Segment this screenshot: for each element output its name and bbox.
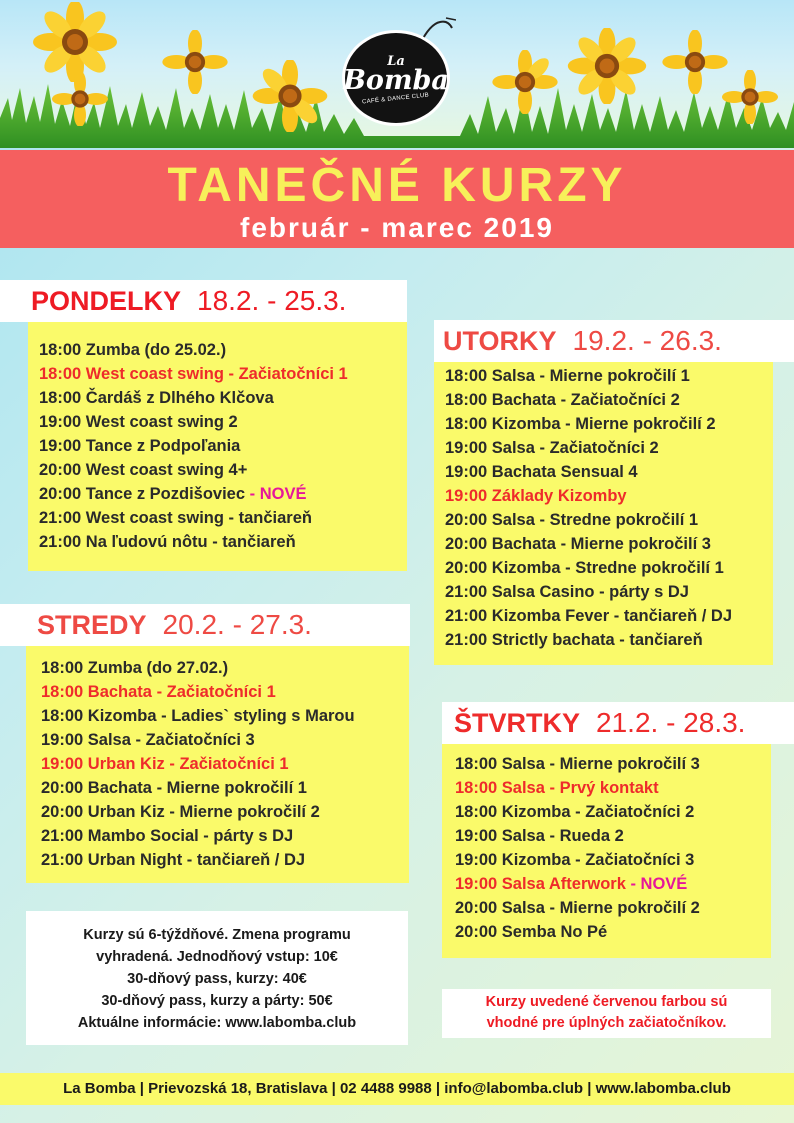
class-entry	[41, 848, 409, 872]
date-range: 21.2. - 28.3.	[596, 707, 746, 738]
schedule-list	[442, 744, 771, 958]
class-entry	[39, 482, 407, 506]
class-entry	[455, 920, 771, 944]
title-band	[0, 150, 794, 248]
class-entry-text: 19:00 Salsa - Rueda 2	[455, 827, 624, 845]
class-entry	[445, 364, 773, 388]
logo-line2: Bomba	[343, 64, 449, 96]
class-entry-text: 20:00 West coast swing 4+	[39, 461, 248, 479]
date-range: 19.2. - 26.3.	[572, 325, 722, 356]
flower-icon	[490, 50, 560, 114]
class-entry	[445, 436, 773, 460]
class-entry-text: 18:00 Bachata - Začiatočníci 1	[41, 683, 276, 701]
class-entry-text: 18:00 West coast swing - Začiatočníci 1	[39, 365, 348, 383]
class-entry-text: 19:00 Salsa - Začiatočníci 2	[445, 439, 659, 457]
footer-contact: La Bomba | Prievozská 18, Bratislava | 02 4488 9988 | info@labomba.club | www.labomba.club	[0, 1073, 794, 1105]
class-entry-text: 20:00 Bachata - Mierne pokročilí 3	[445, 535, 711, 553]
flower-icon	[565, 28, 649, 104]
info-line: 30-dňový pass, kurzy a párty: 50€	[101, 993, 333, 1009]
class-entry-text: 18:00 Kizomba - Začiatočníci 2	[455, 803, 695, 821]
class-entry	[39, 338, 407, 362]
flower-icon	[720, 70, 780, 124]
class-entry-text: 18:00 Bachata - Začiatočníci 2	[445, 391, 680, 409]
day-label: ŠTVRTKY	[454, 707, 581, 738]
class-entry	[455, 752, 771, 776]
class-entry	[445, 508, 773, 532]
class-entry	[445, 604, 773, 628]
class-entry-text: 19:00 Urban Kiz - Začiatočníci 1	[41, 755, 289, 773]
schedule-list	[26, 646, 409, 883]
class-entry-text: 21:00 West coast swing - tančiareň	[39, 509, 312, 527]
class-entry	[455, 896, 771, 920]
class-entry-text: 20:00 Salsa - Mierne pokročilí 2	[455, 899, 700, 917]
class-entry-text: 21:00 Kizomba Fever - tančiareň / DJ	[445, 607, 733, 625]
class-entry	[39, 362, 407, 386]
class-entry	[445, 580, 773, 604]
class-entry-text: 18:00 Čardáš z Dlhého Klčova	[39, 389, 274, 407]
class-entry	[41, 752, 409, 776]
class-entry	[445, 556, 773, 580]
class-entry	[41, 800, 409, 824]
class-entry-text: 20:00 Bachata - Mierne pokročilí 1	[41, 779, 307, 797]
class-entry-text: 18:00 Zumba (do 27.02.)	[41, 659, 229, 677]
pricing-info	[26, 911, 408, 1045]
schedule-list	[434, 362, 773, 665]
info-line: Kurzy sú 6-týždňové. Zmena programu	[83, 927, 351, 943]
class-entry	[445, 532, 773, 556]
new-badge: - NOVÉ	[625, 875, 688, 893]
schedule-monday	[0, 280, 407, 571]
flower-icon	[50, 72, 110, 126]
class-entry-text: 21:00 Urban Night - tančiareň / DJ	[41, 851, 306, 869]
class-entry-text: 19:00 Kizomba - Začiatočníci 3	[455, 851, 695, 869]
day-label: PONDELKY	[31, 285, 182, 316]
flower-icon	[30, 2, 120, 82]
class-entry-text: 18:00 Zumba (do 25.02.)	[39, 341, 227, 359]
page-subtitle: február - marec 2019	[240, 212, 554, 243]
class-entry-text: 18:00 Salsa - Mierne pokročilí 1	[445, 367, 690, 385]
class-entry-text: 19:00 Salsa - Začiatočníci 3	[41, 731, 255, 749]
class-entry	[445, 628, 773, 652]
class-entry-text: 21:00 Na ľudovú nôtu - tančiareň	[39, 533, 296, 551]
logo-subtitle: CAFÉ & DANCE CLUB	[362, 92, 430, 105]
class-entry	[39, 506, 407, 530]
class-entry	[455, 824, 771, 848]
class-entry-text: 21:00 Mambo Social - párty s DJ	[41, 827, 294, 845]
schedule-header	[434, 320, 794, 362]
schedule-header	[0, 604, 410, 646]
class-entry-text: 18:00 Kizomba - Mierne pokročilí 2	[445, 415, 716, 433]
schedule-thursday	[442, 702, 794, 958]
class-entry	[41, 680, 409, 704]
schedule-wednesday	[0, 604, 410, 883]
info-line: Aktuálne informácie: www.labomba.club	[77, 1015, 357, 1031]
class-entry	[445, 412, 773, 436]
class-entry	[445, 484, 773, 508]
class-entry-text: 19:00 Základy Kizomby	[445, 487, 627, 505]
class-entry	[39, 386, 407, 410]
class-entry	[41, 728, 409, 752]
class-entry-text: 19:00 Bachata Sensual 4	[445, 463, 638, 481]
class-entry-text: 20:00 Urban Kiz - Mierne pokročilí 2	[41, 803, 320, 821]
class-entry-text: 20:00 Salsa - Stredne pokročilí 1	[445, 511, 699, 529]
class-entry-text: 20:00 Semba No Pé	[455, 923, 608, 941]
schedule-header	[0, 280, 407, 322]
class-entry	[39, 530, 407, 554]
class-entry	[39, 434, 407, 458]
class-entry	[41, 656, 409, 680]
note-line: Kurzy uvedené červenou farbou sú	[485, 994, 728, 1010]
class-entry	[455, 872, 771, 896]
class-entry-text: 18:00 Salsa - Mierne pokročilí 3	[455, 755, 700, 773]
flower-icon	[160, 30, 230, 94]
page-title: TANEČNÉ KURZY	[167, 159, 627, 212]
class-entry-text: 20:00 Kizomba - Stredne pokročilí 1	[445, 559, 724, 577]
class-entry	[445, 388, 773, 412]
schedule-list	[28, 322, 407, 571]
class-entry	[445, 460, 773, 484]
class-entry-text: 19:00 West coast swing 2	[39, 413, 238, 431]
schedule-tuesday	[434, 320, 794, 665]
class-entry	[455, 848, 771, 872]
date-range: 20.2. - 27.3.	[162, 609, 312, 640]
new-badge: - NOVÉ	[245, 485, 307, 503]
class-entry	[41, 776, 409, 800]
header-banner	[0, 0, 794, 148]
schedule-header	[442, 702, 794, 744]
class-entry	[41, 704, 409, 728]
class-entry-text: 19:00 Salsa Afterwork	[455, 875, 626, 893]
class-entry-text: 18:00 Salsa - Prvý kontakt	[455, 779, 659, 797]
class-entry-text: 20:00 Tance z Pozdišoviec	[39, 485, 246, 503]
class-entry-text: 19:00 Tance z Podpoľania	[39, 437, 241, 455]
beginner-note	[442, 989, 771, 1038]
class-entry-text: 18:00 Kizomba - Ladies` styling s Marou	[41, 707, 355, 725]
day-label: UTORKY	[443, 325, 557, 356]
class-entry-text: 21:00 Strictly bachata - tančiareň	[445, 631, 703, 649]
class-entry	[39, 410, 407, 434]
info-line: 30-dňový pass, kurzy: 40€	[127, 971, 307, 987]
class-entry-text: 21:00 Salsa Casino - párty s DJ	[445, 583, 689, 601]
class-entry	[455, 776, 771, 800]
flower-icon	[250, 60, 330, 132]
class-entry	[41, 824, 409, 848]
date-range: 18.2. - 25.3.	[197, 285, 347, 316]
la-bomba-logo	[342, 30, 450, 126]
day-label: STREDY	[37, 609, 147, 640]
class-entry	[39, 458, 407, 482]
logo-line1: La	[387, 53, 405, 69]
note-line: vhodné pre úplných začiatočníkov.	[486, 1015, 727, 1031]
class-entry	[455, 800, 771, 824]
info-line: vyhradená. Jednodňový vstup: 10€	[96, 949, 338, 965]
